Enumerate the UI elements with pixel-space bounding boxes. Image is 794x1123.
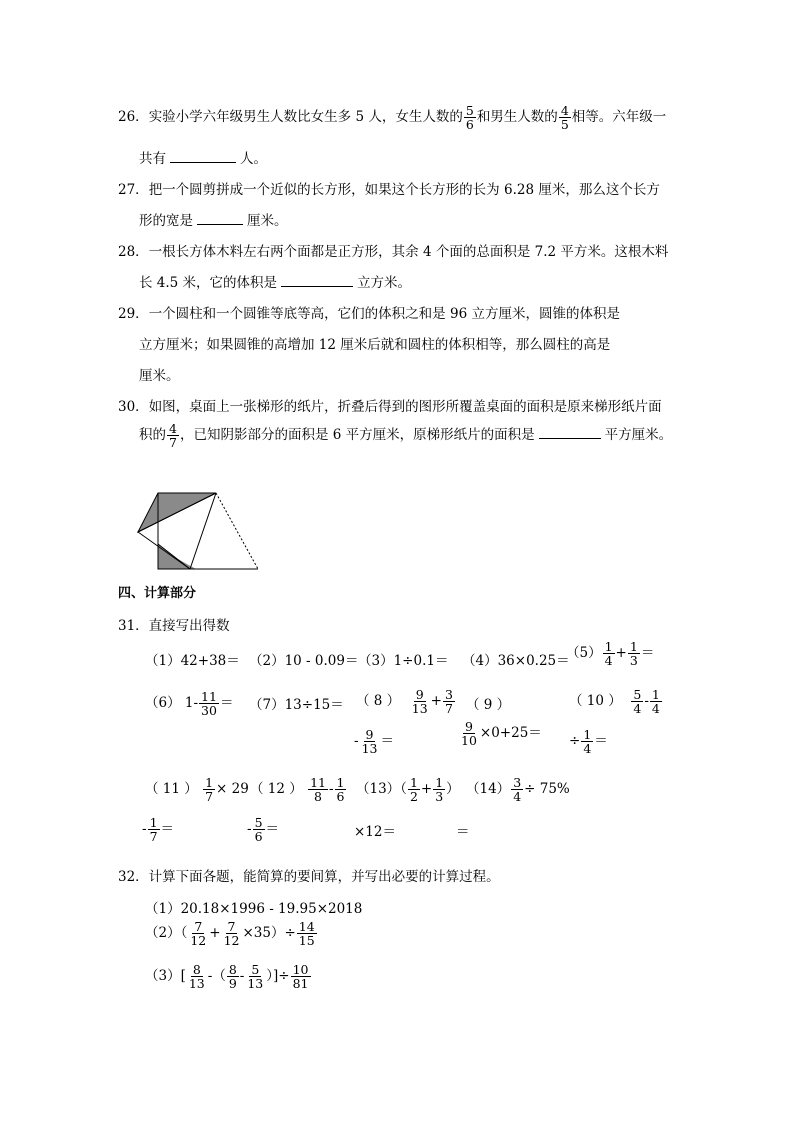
q29-text-c: 厘米。 — [139, 368, 180, 384]
q32-title: 32．计算下面各题，能简算的要间算，并写出必要的计算过程。 — [118, 869, 500, 885]
q26-text-b: 和男生人数的 — [476, 109, 558, 126]
q31-item-14: （14） $\frac{3}{4}$ ÷ 75% — [466, 775, 570, 805]
q27-text-a: 把一个圆剪拼成一个近似的长方形，如果这个长方形的长为 6.28 厘米，那么这个长方 — [148, 182, 660, 198]
q30-number: 30． — [118, 399, 149, 415]
q29-line2 — [139, 333, 610, 353]
q29-line1 — [118, 302, 620, 322]
q31-item-10-line2: ÷ $\frac{1}{4}$ ＝ — [569, 727, 608, 757]
q31-item-8-line2: - $\frac{9}{13}$ ＝ — [354, 727, 394, 757]
q28-text-c: 立方米。 — [357, 275, 412, 291]
q32-part-3: （3）[ $\frac{8}{13}$ -（ $\frac{8}{9}$ - $\frac{5}{13}$ ）]÷ $\frac{10}{81}$ — [145, 962, 309, 992]
q26-text-c: 相等。六年级一 — [571, 109, 667, 126]
q28-text-b: 长 4.5 米，它的体积是 — [139, 275, 278, 291]
q32-part-2: （2）（ $\frac{7}{12}$ + $\frac{7}{12}$ ×35）÷ $\frac{14}{15}$ — [145, 919, 315, 949]
q26-line2 — [139, 147, 267, 167]
q31-item-14-line2: ＝ — [456, 824, 470, 840]
answer-blank[interactable] — [197, 211, 243, 225]
q26-text-a: 实验小学六年级男生人数比女生多 5 人，女生人数的 — [148, 109, 463, 126]
answer-blank[interactable] — [170, 149, 236, 163]
q26-text-d: 共有 — [139, 151, 166, 167]
q27-number: 27． — [118, 182, 149, 198]
q30-line1 — [118, 395, 662, 415]
q28-number: 28． — [118, 244, 149, 260]
q31-item-12: （ 12 ） $\frac{11}{8}$ - $\frac{1}{6}$ — [250, 775, 345, 805]
q31-item-2: （2）10 - 0.09＝ — [249, 653, 359, 669]
fraction: $\frac{4}{5}$ — [560, 103, 569, 133]
q26-number: 26． — [118, 109, 149, 126]
q28-text-a: 一根长方体木料左右两个面都是正方形，其余 4 个面的总面积是 7.2 平方米。这根木料 — [148, 244, 669, 260]
q31-item-3: （3）1÷0.1＝ — [358, 653, 449, 669]
q29-text-b: 立方厘米；如果圆锥的高增加 12 厘米后就和圆柱的体积相等，那么圆柱的高是 — [139, 337, 611, 353]
q31-title: 31．直接写出得数 — [118, 618, 230, 634]
q31-item-8: （ 8 ） $\frac{9}{13}$ + $\frac{3}{7}$ — [356, 687, 453, 717]
q27-line2 — [139, 209, 288, 229]
q31-item-6: （6） 1- $\frac{11}{30}$ ＝ — [145, 689, 234, 719]
q31-item-13-line2: ×12＝ — [354, 824, 396, 840]
q28-line2 — [139, 271, 411, 291]
q31-item-1: （1）42+38＝ — [145, 653, 240, 669]
q31-item-13: （13）（ $\frac{1}{2}$ + $\frac{1}{3}$ ） — [356, 775, 460, 805]
q29-line3 — [139, 364, 180, 384]
q29-text-a: 一个圆柱和一个圆锥等底等高，它们的体积之和是 96 立方厘米，圆锥的体积是 — [148, 306, 620, 322]
q31-item-11: （ 11 ） $\frac{1}{7}$ × 29 — [145, 775, 249, 805]
answer-blank[interactable] — [539, 425, 601, 439]
q31-item-12-line2: - $\frac{5}{6}$ ＝ — [247, 815, 280, 845]
q27-text-c: 厘米。 — [247, 213, 288, 229]
answer-blank[interactable] — [281, 273, 353, 287]
q31-item-7: （7）13÷15＝ — [249, 697, 344, 713]
trapezoid-fold-figure — [130, 486, 265, 576]
q32-part-1: （1）20.18×1996 - 19.95×2018 — [145, 901, 363, 917]
q29-number: 29． — [118, 306, 149, 322]
q27-text-b: 形的宽是 — [139, 213, 193, 229]
q31-item-5: （5） $\frac{1}{4}$ + $\frac{1}{3}$ ＝ — [566, 639, 655, 669]
q28-line1 — [118, 240, 668, 260]
q31-item-4: （4）36×0.25＝ — [462, 653, 570, 669]
q30-text-b: 积的 — [139, 427, 166, 444]
fraction: $\frac{5}{6}$ — [465, 103, 474, 133]
dashed-original-edge — [216, 493, 258, 569]
q26-line1 — [118, 104, 666, 131]
q30-text-c: ，已知阴影部分的面积是 6 平方厘米，原梯形纸片的面积是 — [179, 427, 535, 444]
q31-item-9: （ 9 ） — [466, 697, 511, 713]
q31-item-9-line2: $\frac{9}{10}$ ×0+25＝ — [461, 719, 542, 749]
q30-text-d: 平方厘米。 — [604, 427, 673, 444]
q31-item-10: （ 10 ） $\frac{5}{4}$ - $\frac{1}{4}$ — [569, 687, 660, 717]
q30-text-a: 如图，桌面上一张梯形的纸片，折叠后得到的图形所覆盖桌面的面积是原来梯形纸片面 — [148, 399, 662, 415]
q27-line1 — [118, 178, 660, 198]
q26-text-e: 人。 — [240, 151, 267, 167]
section-title: 四、计算部分 — [118, 586, 197, 601]
q31-item-11-line2: - $\frac{1}{7}$ ＝ — [142, 815, 175, 845]
q30-line2 — [139, 422, 672, 449]
fraction: $\frac{4}{7}$ — [169, 421, 177, 451]
